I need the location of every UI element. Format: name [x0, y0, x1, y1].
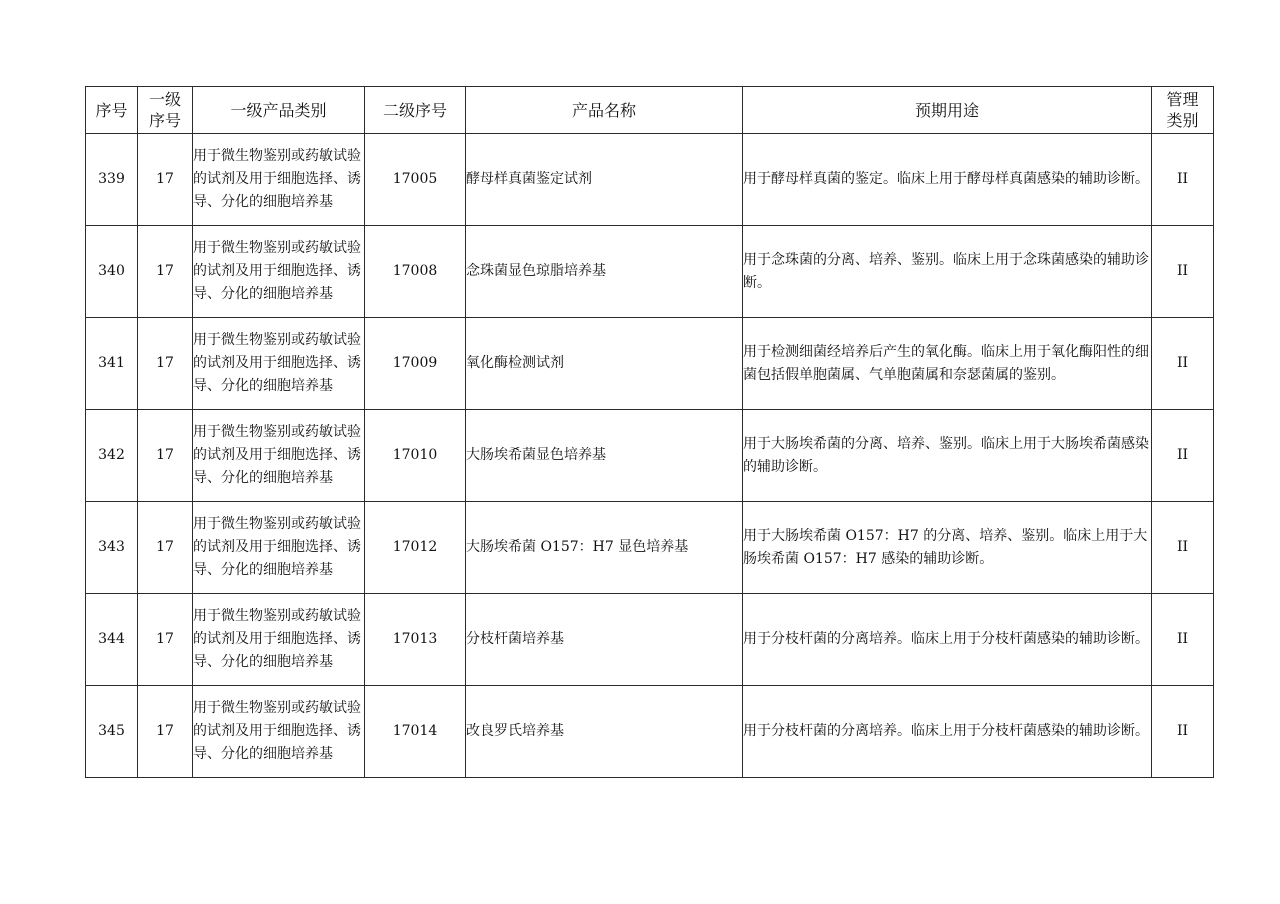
- product-catalog-table: [85, 86, 1214, 778]
- header-seq: 序号: [86, 87, 138, 134]
- cell-first-category: 用于微生物鉴别或药敏试验的试剂及用于细胞选择、诱导、分化的细胞培养基: [193, 502, 365, 594]
- cell-intended-use: 用于酵母样真菌的鉴定。临床上用于酵母样真菌感染的辅助诊断。: [743, 134, 1152, 226]
- cell-second-seq: 17010: [365, 410, 466, 502]
- cell-intended-use: 用于检测细菌经培养后产生的氧化酶。临床上用于氧化酶阳性的细菌包括假单胞菌属、气单胞菌属和奈瑟菌属的鉴别。: [743, 318, 1152, 410]
- table-row: [86, 410, 1214, 502]
- cell-second-seq: 17014: [365, 686, 466, 778]
- table-row: [86, 502, 1214, 594]
- cell-second-seq: 17008: [365, 226, 466, 318]
- header-product-name: 产品名称: [466, 87, 743, 134]
- cell-mgmt-class: II: [1152, 594, 1214, 686]
- cell-product-name: 大肠埃希菌 O157：H7 显色培养基: [466, 502, 743, 594]
- cell-first-seq: 17: [138, 594, 193, 686]
- cell-second-seq: 17012: [365, 502, 466, 594]
- cell-first-seq: 17: [138, 502, 193, 594]
- cell-first-category: 用于微生物鉴别或药敏试验的试剂及用于细胞选择、诱导、分化的细胞培养基: [193, 410, 365, 502]
- cell-product-name: 分枝杆菌培养基: [466, 594, 743, 686]
- cell-seq: 342: [86, 410, 138, 502]
- cell-first-category: 用于微生物鉴别或药敏试验的试剂及用于细胞选择、诱导、分化的细胞培养基: [193, 226, 365, 318]
- cell-first-seq: 17: [138, 226, 193, 318]
- header-second-seq: 二级序号: [365, 87, 466, 134]
- cell-mgmt-class: II: [1152, 226, 1214, 318]
- table-row: [86, 226, 1214, 318]
- cell-product-name: 氧化酶检测试剂: [466, 318, 743, 410]
- cell-intended-use: 用于念珠菌的分离、培养、鉴别。临床上用于念珠菌感染的辅助诊断。: [743, 226, 1152, 318]
- cell-seq: 343: [86, 502, 138, 594]
- cell-product-name: 念珠菌显色琼脂培养基: [466, 226, 743, 318]
- cell-second-seq: 17005: [365, 134, 466, 226]
- header-mgmt-class: 管理类别: [1152, 87, 1214, 134]
- cell-product-name: 改良罗氏培养基: [466, 686, 743, 778]
- table-row: [86, 134, 1214, 226]
- cell-second-seq: 17013: [365, 594, 466, 686]
- cell-first-seq: 17: [138, 410, 193, 502]
- cell-second-seq: 17009: [365, 318, 466, 410]
- cell-first-category: 用于微生物鉴别或药敏试验的试剂及用于细胞选择、诱导、分化的细胞培养基: [193, 318, 365, 410]
- table-row: [86, 318, 1214, 410]
- cell-mgmt-class: II: [1152, 502, 1214, 594]
- cell-mgmt-class: II: [1152, 318, 1214, 410]
- cell-intended-use: 用于大肠埃希菌 O157：H7 的分离、培养、鉴别。临床上用于大肠埃希菌 O157：H7 感染的辅助诊断。: [743, 502, 1152, 594]
- cell-seq: 344: [86, 594, 138, 686]
- cell-intended-use: 用于大肠埃希菌的分离、培养、鉴别。临床上用于大肠埃希菌感染的辅助诊断。: [743, 410, 1152, 502]
- header-intended-use: 预期用途: [743, 87, 1152, 134]
- cell-first-seq: 17: [138, 318, 193, 410]
- cell-seq: 339: [86, 134, 138, 226]
- cell-seq: 341: [86, 318, 138, 410]
- cell-first-category: 用于微生物鉴别或药敏试验的试剂及用于细胞选择、诱导、分化的细胞培养基: [193, 594, 365, 686]
- cell-intended-use: 用于分枝杆菌的分离培养。临床上用于分枝杆菌感染的辅助诊断。: [743, 594, 1152, 686]
- cell-first-seq: 17: [138, 686, 193, 778]
- header-first-seq: 一级序号: [138, 87, 193, 134]
- cell-first-seq: 17: [138, 134, 193, 226]
- header-first-category: 一级产品类别: [193, 87, 365, 134]
- cell-first-category: 用于微生物鉴别或药敏试验的试剂及用于细胞选择、诱导、分化的细胞培养基: [193, 686, 365, 778]
- table-row: [86, 594, 1214, 686]
- cell-product-name: 酵母样真菌鉴定试剂: [466, 134, 743, 226]
- cell-intended-use: 用于分枝杆菌的分离培养。临床上用于分枝杆菌感染的辅助诊断。: [743, 686, 1152, 778]
- cell-mgmt-class: II: [1152, 686, 1214, 778]
- cell-seq: 345: [86, 686, 138, 778]
- cell-first-category: 用于微生物鉴别或药敏试验的试剂及用于细胞选择、诱导、分化的细胞培养基: [193, 134, 365, 226]
- cell-mgmt-class: II: [1152, 134, 1214, 226]
- table-header-row: [86, 87, 1214, 134]
- cell-mgmt-class: II: [1152, 410, 1214, 502]
- table-row: [86, 686, 1214, 778]
- cell-product-name: 大肠埃希菌显色培养基: [466, 410, 743, 502]
- cell-seq: 340: [86, 226, 138, 318]
